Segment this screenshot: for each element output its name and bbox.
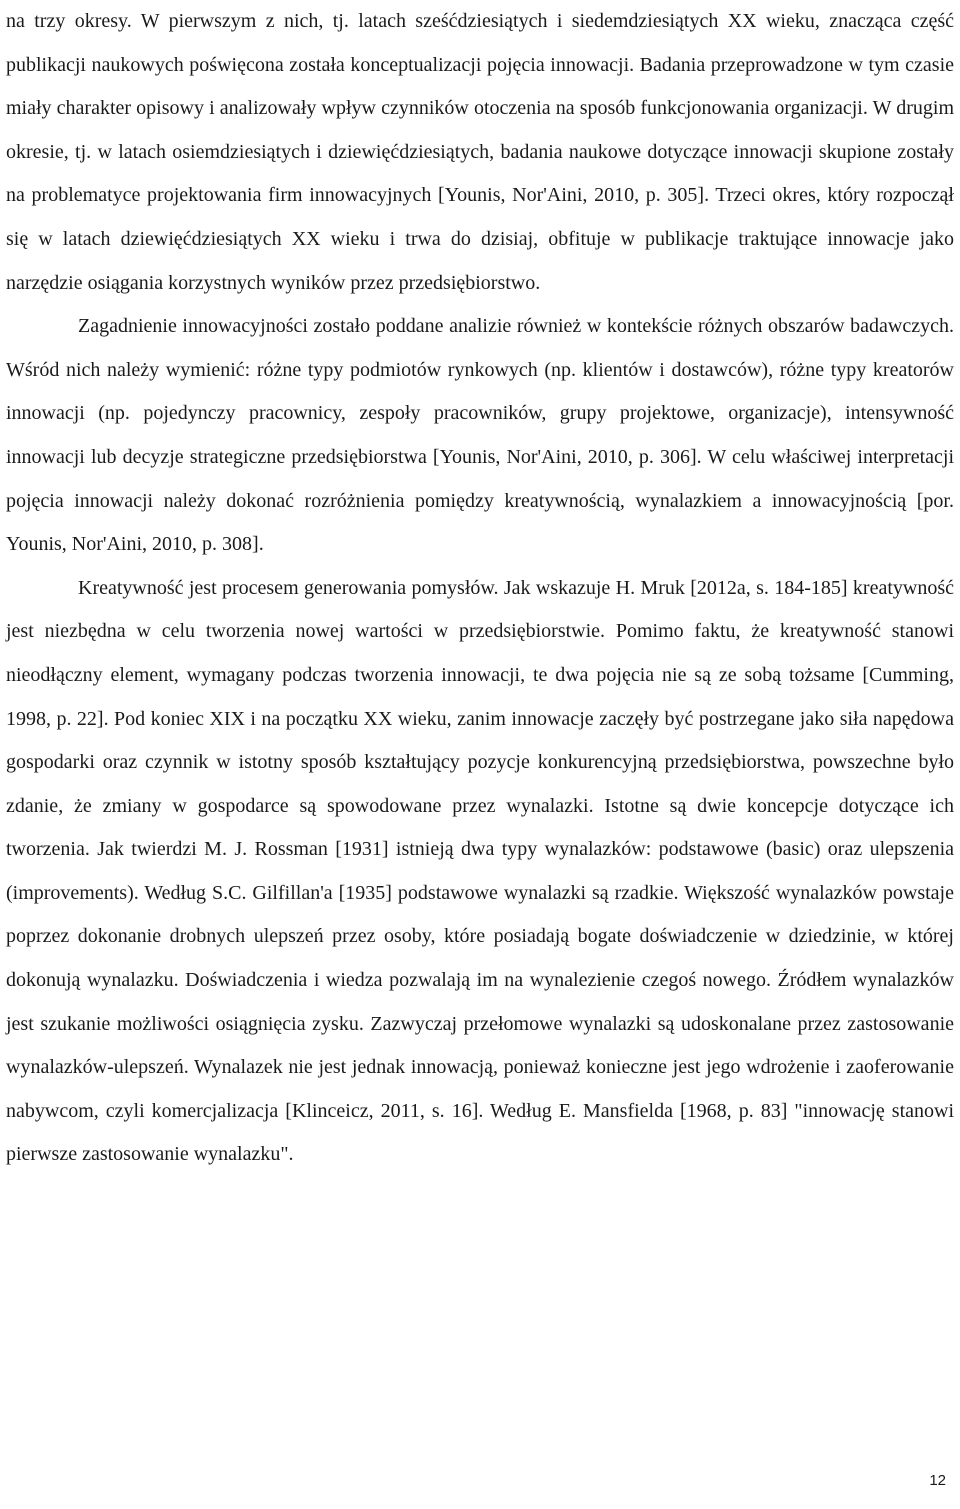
paragraph-1: na trzy okresy. W pierwszym z nich, tj. latach sześćdziesiątych i siedemdziesiątych XX wieku, znacząca część publikacji naukowych poświęcona została konceptualizacji pojęcia innowacji. Badania przeprowadzone w tym czasie miały charakter opisowy i analizowały wpływ czynników otoczenia na sposób funkcjonowania organizacji. W drugim okresie, tj. w latach osiemdziesiątych i dziewięćdziesiątych, badania naukowe dotyczące innowacji skupione zostały na problematyce projektowania firm innowacyjnych [Younis, Nor'Aini, 2010, p. 305]. Trzeci okres, który rozpoczął się w latach dziewięćdziesiątych XX wieku i trwa do dzisiaj, obfituje w publikacje traktujące innowacje jako narzędzie osiągania korzystnych wyników przez przedsiębiorstwo. <box>6 10 954 294</box>
paragraph-2: Zagadnienie innowacyjności zostało poddane analizie również w kontekście różnych obszarów badawczych. Wśród nich należy wymienić: różne typy podmiotów rynkowych (np. klientów i dostawców), różne typy kreatorów innowacji (np. pojedynczy pracownicy, zespoły pracowników, grupy projektowe, organizacje), intensywność innowacji lub decyzje strategiczne przedsiębiorstwa [Younis, Nor'Aini, 2010, p. 306]. W celu właściwej interpretacji pojęcia innowacji należy dokonać rozróżnienia pomiędzy kreatywnością, wynalazkiem a innowacyjnością [por. Younis, Nor'Aini, 2010, p. 308]. <box>6 315 954 556</box>
paragraph-3: Kreatywność jest procesem generowania pomysłów. Jak wskazuje H. Mruk [2012a, s. 184-185] kreatywność jest niezbędna w celu tworzenia nowej wartości w przedsiębiorstwie. Pomimo faktu, że kreatywność stanowi nieodłączny element, wymagany podczas tworzenia innowacji, te dwa pojęcia nie są ze sobą tożsame [Cumming, 1998, p. 22]. Pod koniec XIX i na początku XX wieku, zanim innowacje zaczęły być postrzegane jako siła napędowa gospodarki oraz czynnik w istotny sposób kształtujący pozycje konkurencyjną przedsiębiorstwa, powszechne było zdanie, że zmiany w gospodarce są spowodowane przez wynalazki. Istotne są dwie koncepcje dotyczące ich tworzenia. Jak twierdzi M. J. Rossman [1931] istnieją dwa typy wynalazków: podstawowe (basic) oraz ulepszenia (improvements). Według S.C. Gilfillan'a [1935] podstawowe wynalazki są rzadkie. Większość wynalazków powstaje poprzez dokonanie drobnych ulepszeń przez osoby, które posiadają bogate doświadczenie w dziedzinie, w której dokonują wynalazku. Doświadczenia i wiedza pozwalają im na wynalezienie czegoś nowego. Źródłem wynalazków jest szukanie możliwości osiągnięcia zysku. Zazwyczaj przełomowe wynalazki są udoskonalane przez zastosowanie wynalazków-ulepszeń. Wynalazek nie jest jednak innowacją, ponieważ konieczne jest jego wdrożenie i zaoferowanie nabywcom, czyli komercjalizacja [Klinceicz, 2011, s. 16]. Według E. Mansfielda [1968, p. 83] "innowację stanowi pierwsze zastosowanie wynalazku". <box>6 576 954 1166</box>
document-body <box>6 0 954 1177</box>
page-number: 12 <box>929 1472 946 1489</box>
